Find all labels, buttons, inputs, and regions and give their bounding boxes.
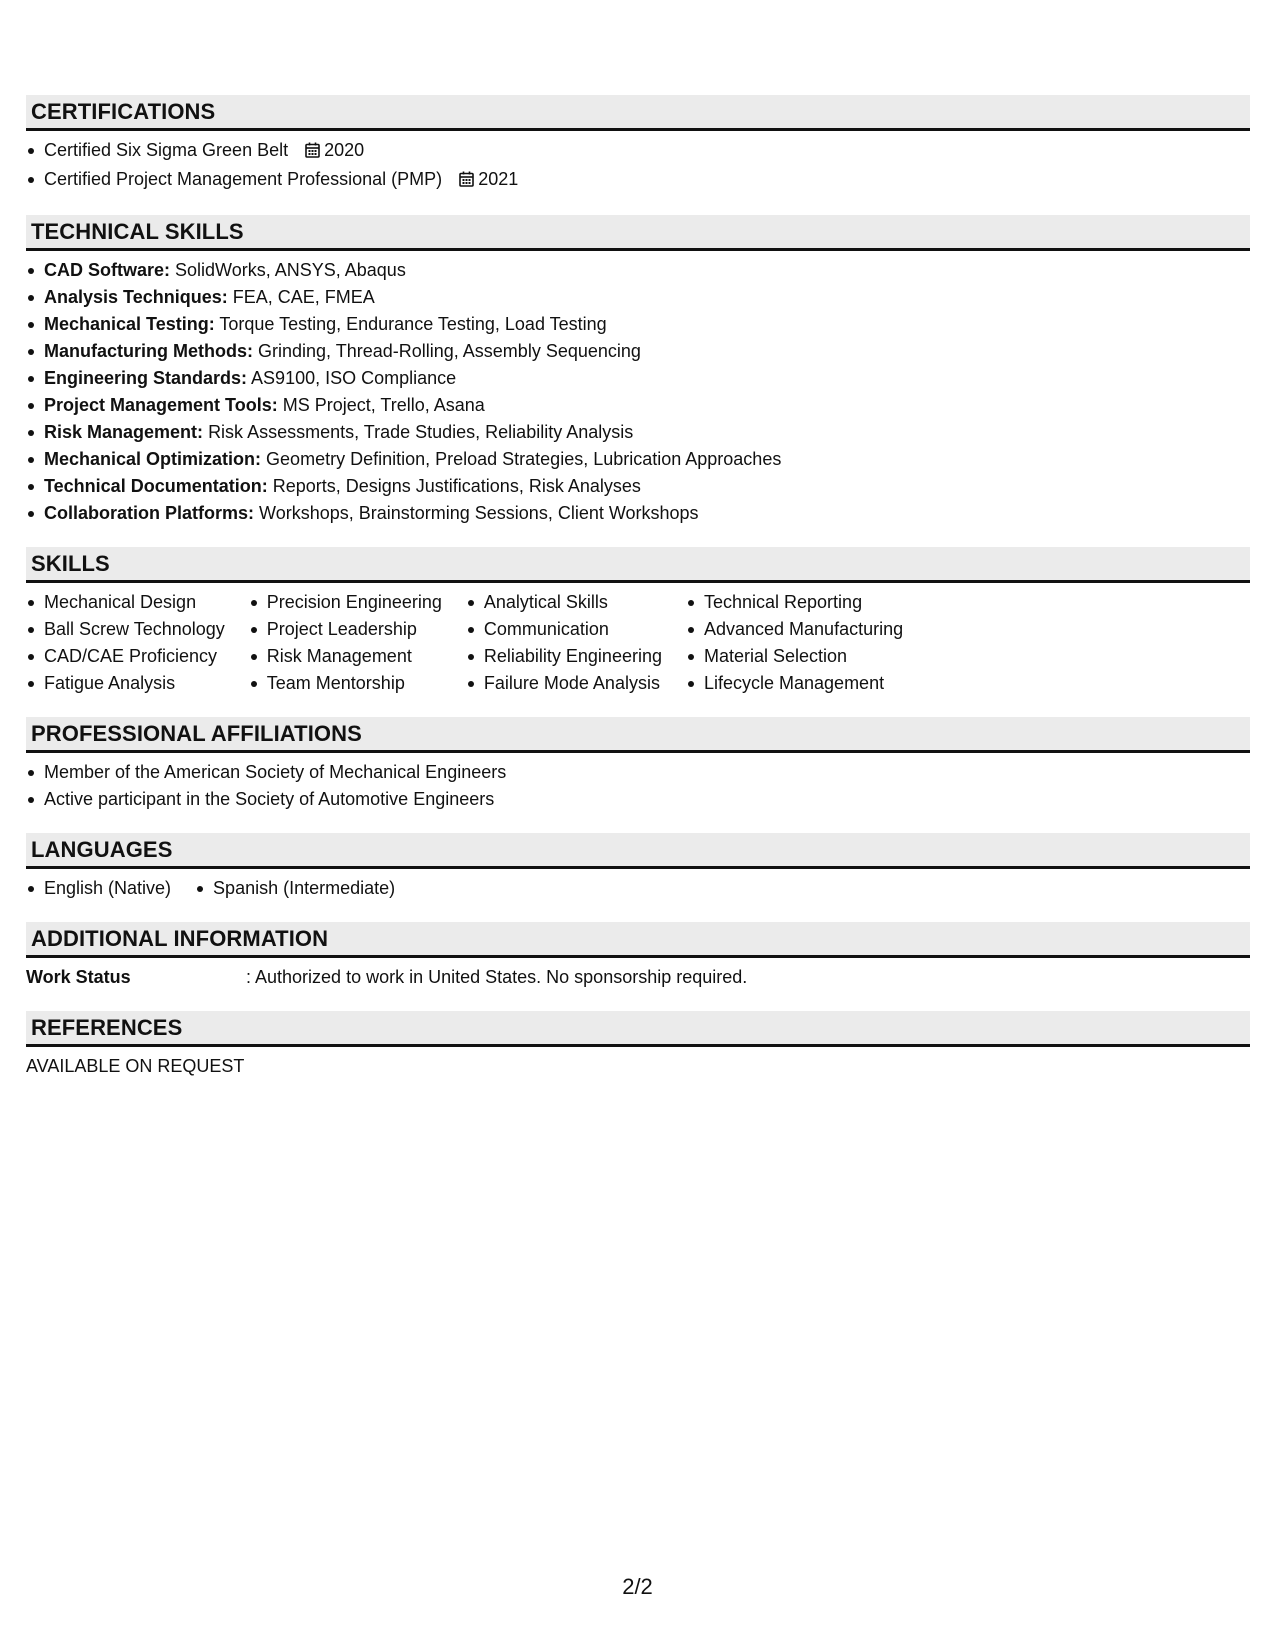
languages-section	[26, 833, 1250, 922]
list-item: Active participant in the Society of Automotive Engineers	[26, 786, 1250, 813]
skill-category: Manufacturing Methods:	[44, 341, 253, 361]
skills-column	[466, 589, 662, 697]
section-title: REFERENCES	[26, 1011, 1250, 1047]
list-item	[26, 500, 1250, 527]
skills-section	[26, 547, 1250, 717]
list-item	[26, 365, 1250, 392]
certifications-section	[26, 95, 1250, 215]
section-title: CERTIFICATIONS	[26, 95, 1250, 131]
languages-list	[26, 875, 419, 902]
skill-category: Engineering Standards:	[44, 368, 248, 388]
list-item	[26, 392, 1250, 419]
skill-category: Risk Management:	[44, 422, 204, 442]
skills-column	[26, 589, 225, 697]
list-item: Member of the American Society of Mechanical Engineers	[26, 759, 1250, 786]
skill-values: SolidWorks, ANSYS, Abaqus	[175, 260, 406, 280]
skill-category: Mechanical Testing:	[44, 314, 215, 334]
skill-values: Geometry Definition, Preload Strategies, Lubrication Approaches	[266, 449, 782, 469]
calendar-icon	[459, 168, 474, 195]
list-item: Advanced Manufacturing	[686, 616, 903, 643]
list-item	[26, 257, 1250, 284]
list-item: Ball Screw Technology	[26, 616, 225, 643]
skill-values: Torque Testing, Endurance Testing, Load Testing	[219, 314, 607, 334]
skills-column	[686, 589, 903, 697]
skill-values: Risk Assessments, Trade Studies, Reliability Analysis	[208, 422, 634, 442]
skills-grid	[26, 589, 1250, 697]
list-item: Risk Management	[249, 643, 442, 670]
list-item: Precision Engineering	[249, 589, 442, 616]
list-item: Material Selection	[686, 643, 903, 670]
list-item: Team Mentorship	[249, 670, 442, 697]
list-item: Project Leadership	[249, 616, 442, 643]
list-item: Spanish (Intermediate)	[195, 875, 395, 902]
section-title: ADDITIONAL INFORMATION	[26, 922, 1250, 958]
list-item	[26, 473, 1250, 500]
skill-values: Workshops, Brainstorming Sessions, Client Workshops	[259, 503, 699, 523]
list-item	[26, 137, 1250, 166]
technical-skills-section	[26, 215, 1250, 547]
skills-column	[249, 589, 442, 697]
section-title: SKILLS	[26, 547, 1250, 583]
list-item: Mechanical Design	[26, 589, 225, 616]
list-item: English (Native)	[26, 875, 171, 902]
certification-year: 2020	[324, 140, 365, 160]
certification-year: 2021	[478, 169, 519, 189]
list-item: Communication	[466, 616, 662, 643]
list-item	[26, 166, 1250, 195]
list-item	[26, 446, 1250, 473]
list-item	[26, 311, 1250, 338]
list-item: Lifecycle Management	[686, 670, 903, 697]
section-title: PROFESSIONAL AFFILIATIONS	[26, 717, 1250, 753]
skill-category: Collaboration Platforms:	[44, 503, 255, 523]
skill-category: Analysis Techniques:	[44, 287, 228, 307]
page-number: 2/2	[622, 1574, 653, 1599]
skill-values: Grinding, Thread-Rolling, Assembly Sequencing	[258, 341, 641, 361]
resume-page	[26, 95, 1250, 1100]
certification-name: Certified Six Sigma Green Belt	[44, 140, 289, 160]
section-title: LANGUAGES	[26, 833, 1250, 869]
list-item	[26, 284, 1250, 311]
calendar-icon	[305, 139, 320, 166]
certification-name: Certified Project Management Professional (PMP)	[44, 169, 443, 189]
additional-info-section	[26, 922, 1250, 1011]
list-item: Failure Mode Analysis	[466, 670, 662, 697]
technical-skills-list	[26, 257, 1250, 527]
list-item: Fatigue Analysis	[26, 670, 225, 697]
skill-category: CAD Software:	[44, 260, 171, 280]
work-status-value: : Authorized to work in United States. No sponsorship required.	[246, 967, 748, 987]
skill-values: MS Project, Trello, Asana	[282, 395, 485, 415]
list-item	[26, 419, 1250, 446]
certifications-list	[26, 137, 1250, 195]
references-text: AVAILABLE ON REQUEST	[26, 1056, 245, 1076]
skill-values: FEA, CAE, FMEA	[232, 287, 375, 307]
affiliations-section	[26, 717, 1250, 833]
work-status-label: Work Status	[26, 967, 131, 987]
section-title: TECHNICAL SKILLS	[26, 215, 1250, 251]
references-section	[26, 1011, 1250, 1100]
list-item: Technical Reporting	[686, 589, 903, 616]
skill-category: Technical Documentation:	[44, 476, 268, 496]
list-item: Analytical Skills	[466, 589, 662, 616]
list-item: Reliability Engineering	[466, 643, 662, 670]
list-item	[26, 338, 1250, 365]
skill-category: Mechanical Optimization:	[44, 449, 262, 469]
skill-category: Project Management Tools:	[44, 395, 278, 415]
affiliations-list	[26, 759, 1250, 813]
skill-values: Reports, Designs Justifications, Risk Analyses	[272, 476, 641, 496]
list-item: CAD/CAE Proficiency	[26, 643, 225, 670]
skill-values: AS9100, ISO Compliance	[251, 368, 457, 388]
work-status-row	[26, 964, 1250, 991]
